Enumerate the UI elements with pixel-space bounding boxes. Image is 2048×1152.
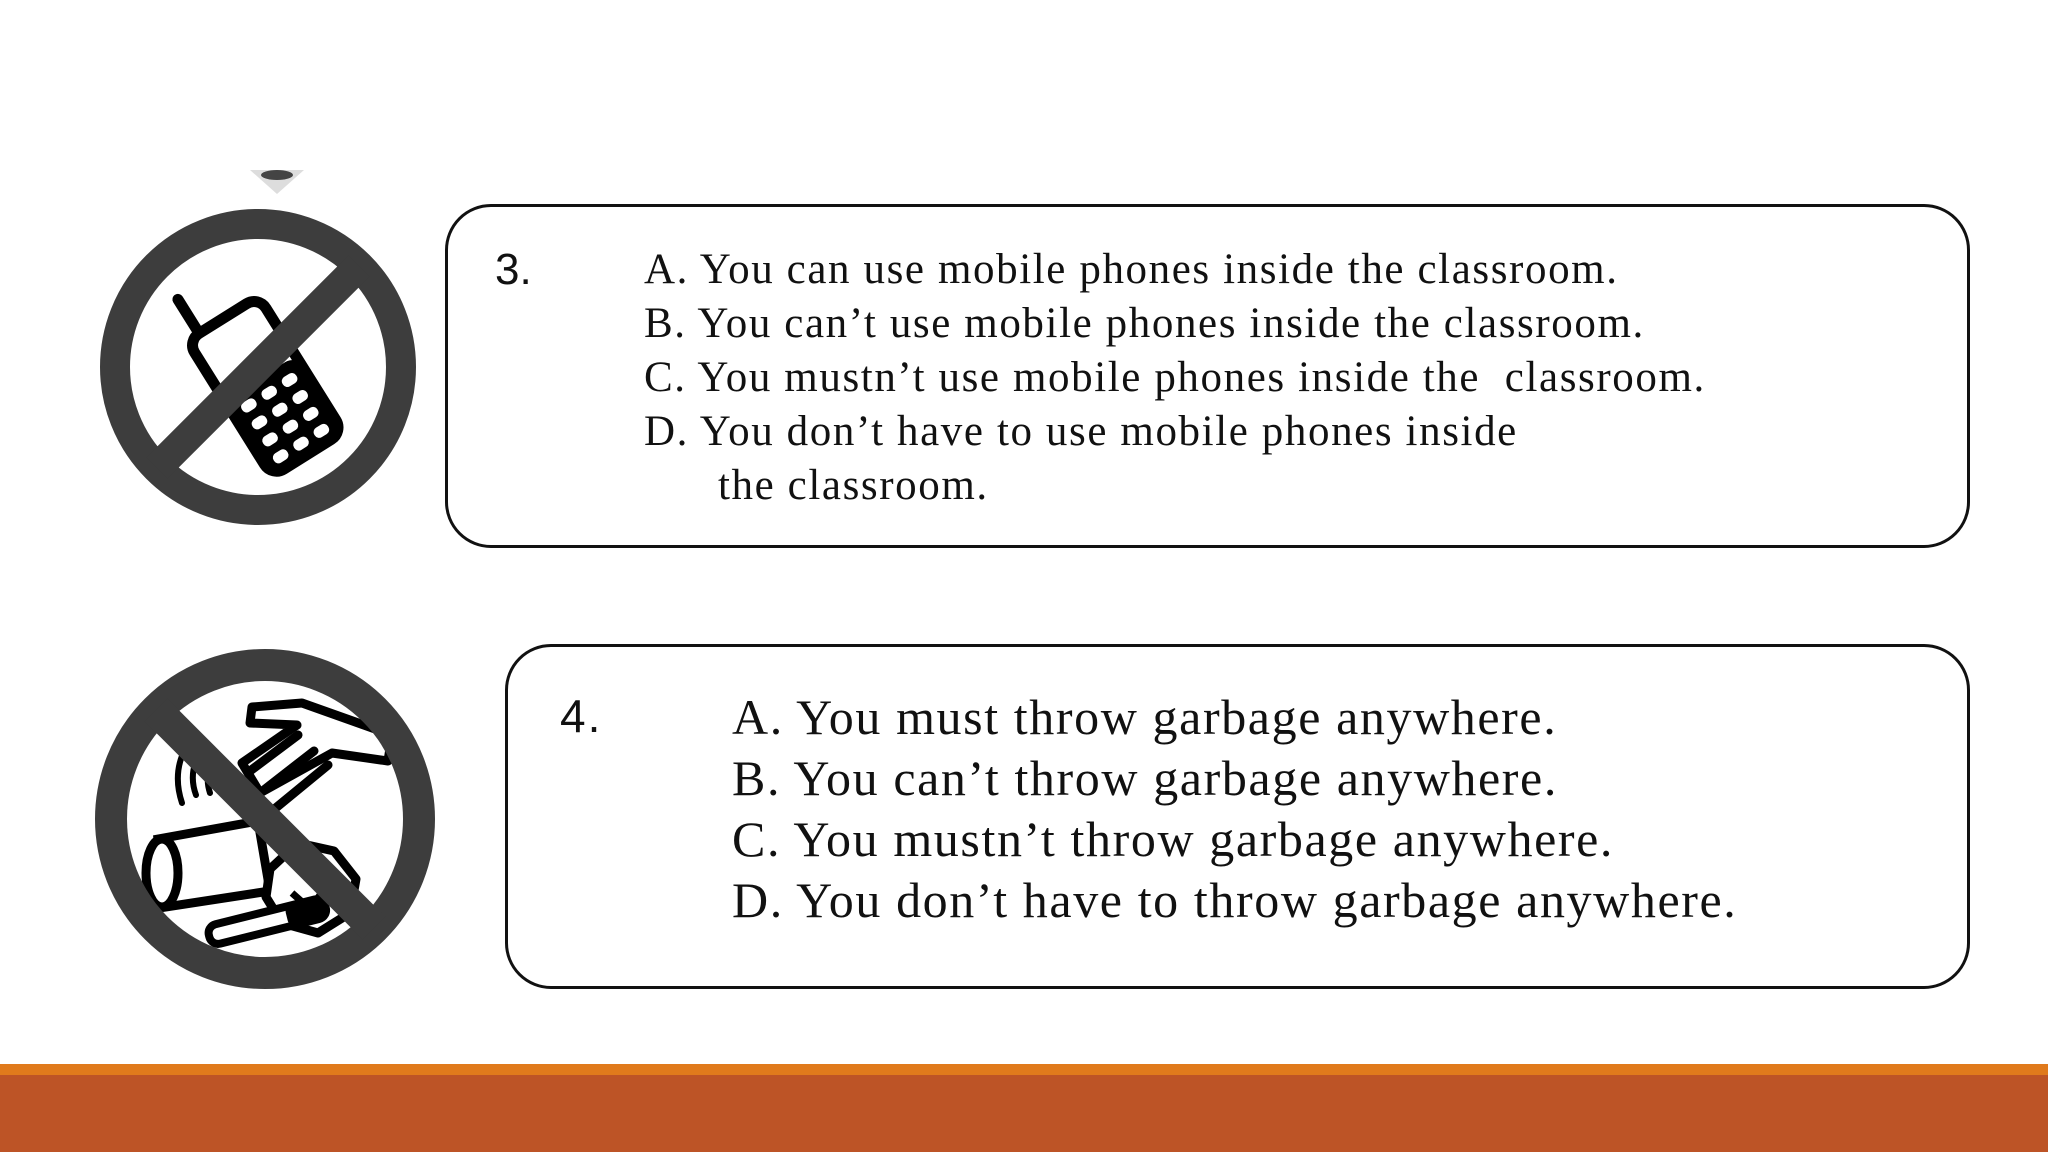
option-d[interactable] <box>644 405 1706 459</box>
footer-accent-line <box>0 1064 2048 1075</box>
question-4-card <box>505 644 1970 989</box>
chevron-down-icon <box>246 168 308 203</box>
option-c[interactable] <box>732 809 1737 870</box>
footer-bar <box>0 1075 2048 1152</box>
option-letter: C. <box>732 811 782 867</box>
option-text: You don’t have to use mobile phones inside <box>699 408 1518 455</box>
option-letter: C. <box>644 354 687 401</box>
option-letter: D. <box>644 408 690 455</box>
no-littering-icon <box>92 643 440 995</box>
option-d[interactable] <box>732 870 1737 931</box>
option-text: You mustn’t use mobile phones inside the classroom. <box>697 354 1706 401</box>
option-list <box>732 687 1737 931</box>
option-letter: B. <box>644 300 687 347</box>
option-letter: B. <box>732 750 782 806</box>
question-number: 3. <box>495 245 532 294</box>
option-c[interactable] <box>644 351 1706 405</box>
option-text: You mustn’t throw garbage anywhere. <box>793 811 1615 867</box>
option-b[interactable] <box>732 748 1737 809</box>
option-letter: A. <box>732 689 784 745</box>
option-text: You must throw garbage anywhere. <box>796 689 1558 745</box>
option-text: You can’t use mobile phones inside the classroom. <box>697 300 1645 347</box>
question-3-card <box>445 204 1970 548</box>
question-number: 4. <box>560 690 603 742</box>
option-letter: A. <box>644 246 690 293</box>
option-letter: D. <box>732 872 784 928</box>
option-b[interactable] <box>644 297 1706 351</box>
option-a[interactable] <box>644 243 1706 297</box>
option-list <box>644 243 1706 513</box>
option-text: You can’t throw garbage anywhere. <box>793 750 1558 806</box>
no-mobile-phone-icon <box>96 205 420 529</box>
option-text: You can use mobile phones inside the classroom. <box>699 246 1619 293</box>
option-a[interactable] <box>732 687 1737 748</box>
option-d-continuation: the classroom. <box>718 462 989 509</box>
option-text: You don’t have to throw garbage anywhere. <box>796 872 1738 928</box>
